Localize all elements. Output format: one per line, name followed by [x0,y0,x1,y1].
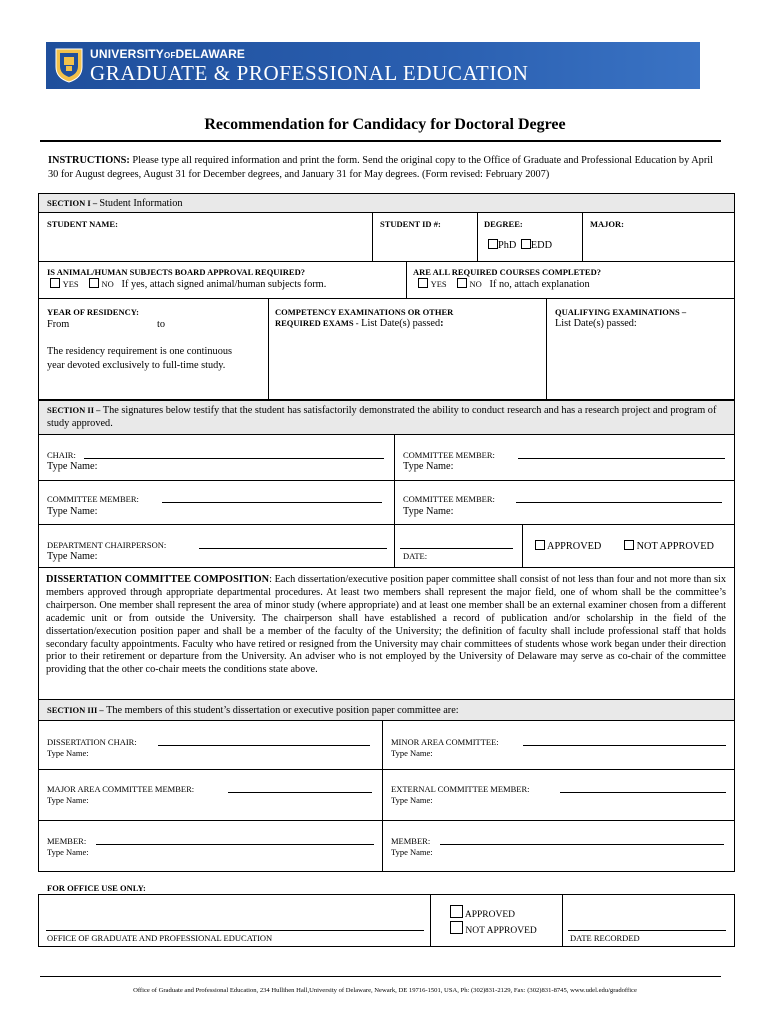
member-label-1: MEMBER: [47,836,87,846]
office-use-label: FOR OFFICE USE ONLY: [47,883,146,893]
member-type-name-2: Type Name: [391,847,433,857]
header-banner [46,42,700,89]
student-id-label: STUDENT ID #: [380,219,441,229]
member-label-2: MEMBER: [391,836,431,846]
phd-checkbox[interactable] [488,239,498,249]
minor-area-label: MINOR AREA COMMITTEE: [391,737,499,747]
office-not-approved-option: NOT APPROVED [450,921,537,936]
major-area-type-name: Type Name: [47,795,89,805]
dept-chair-signature-line[interactable] [199,548,387,549]
office-approved-checkbox[interactable] [450,905,463,918]
courses-completed-options: YES NO If no, attach explanation [418,278,590,290]
title-divider [40,140,721,142]
minor-area-type-name: Type Name: [391,748,433,758]
residency-to: to [157,319,166,330]
qualifying-label: QUALIFYING EXAMINATIONS – [555,307,687,317]
major-area-label: MAJOR AREA COMMITTEE MEMBER: [47,784,195,794]
office-name-label: OFFICE OF GRADUATE AND PROFESSIONAL EDUCATION [47,933,273,943]
date-recorded-line[interactable] [568,930,726,931]
major-label: MAJOR: [590,219,624,229]
office-name: GRADUATE & PROFESSIONAL EDUCATION [90,61,529,85]
chair-signature-line[interactable] [84,458,384,459]
chair-label: CHAIR: [47,450,76,460]
dissertation-composition: DISSERTATION COMMITTEE COMPOSITION: Each dissertation/executive position paper committee shall consist of not less than four and not more than six members approved through appropriate departmental procedures. At least two members shall represent the major field, one of whom shall be the committee’s chairperson. One member shall represent the area of minor study (where appropriate) and at least one member shall be an external examiner chosen from a different academic unit or from outside the University. The chairperson shall have established a record of publication and/or scholarship in the field of the dissertation/execution position paper and shall be a member of the faculty of the University; the definition of faculty shall include professional staff that holds secondary faculty appointments. Faculty who have retired or resigned from the University may chair committees of students whose work began under their direction prior to their retirement or departure from the University. An adviser who is not employed by the University of Delaware may serve as co-chair of the committee providing that the other co-chair meets the conditions state above. [46,574,726,676]
dissertation-chair-type-name: Type Name: [47,748,89,758]
office-not-approved-checkbox[interactable] [450,921,463,934]
university-name: UNIVERSITYOFDELAWARE [90,47,246,61]
chair-type-name: Type Name: [47,461,98,472]
animal-approval-options: YES NO If yes, attach signed animal/human subjects form. [50,278,326,290]
member-line-1[interactable] [96,844,374,845]
date-line[interactable] [400,548,513,549]
committee-member-type-name-3: Type Name: [403,506,454,517]
competency-label: COMPETENCY EXAMINATIONS OR OTHER [275,307,454,317]
competency-list: REQUIRED EXAMS - List Date(s) passed: [275,318,444,329]
footer-divider [40,976,721,977]
member-type-name-1: Type Name: [47,847,89,857]
office-signature-line[interactable] [46,930,424,931]
committee-member-signature-line-2[interactable] [162,502,382,503]
dept-chair-type-name: Type Name: [47,551,98,562]
committee-members-box [38,720,735,872]
courses-completed-question: ARE ALL REQUIRED COURSES COMPLETED? [413,267,601,277]
residency-label: YEAR OF RESIDENCY: [47,307,139,317]
section2-header: SECTION II – The signatures below testify that the student has satisfactorily demonstrated the ability to conduct research and has a research project and program of study approved. [38,400,735,435]
residency-note: The residency requirement is one continuous year devoted exclusively to full-time study. [47,346,233,371]
dissertation-chair-line[interactable] [158,745,370,746]
degree-options: PhD EDD [488,239,552,251]
minor-area-line[interactable] [523,745,726,746]
student-name-label: STUDENT NAME: [47,219,118,229]
major-area-line[interactable] [228,792,372,793]
external-member-type-name: Type Name: [391,795,433,805]
office-approved-option: APPROVED [450,905,515,920]
section1-header: SECTION I – Student Information [38,193,735,213]
committee-member-label-2: COMMITTEE MEMBER: [47,494,139,504]
member-line-2[interactable] [440,844,724,845]
committee-member-signature-line-1[interactable] [518,458,725,459]
footer-address: Office of Graduate and Professional Education, 234 Hullihen Hall,University of Delaware, Newark, DE 19716-1501, USA, Ph: (302)831-2129, Fax: (302)831-8745, www.udel.edu/gradoffice [133,987,637,994]
dept-chair-label: DEPARTMENT CHAIRPERSON: [47,540,167,550]
date-recorded-label: DATE RECORDED [570,933,640,943]
section3-header: SECTION III – The members of this student’s dissertation or executive position paper committee are: [38,699,735,721]
committee-member-label-3: COMMITTEE MEMBER: [403,494,495,504]
edd-checkbox[interactable] [521,239,531,249]
committee-member-signature-line-3[interactable] [516,502,722,503]
not-approval-options: NOT APPROVED [624,540,714,552]
approval-options: APPROVED [535,540,601,552]
courses-yes-checkbox[interactable] [418,278,428,288]
approved-checkbox[interactable] [535,540,545,550]
animal-yes-checkbox[interactable] [50,278,60,288]
external-member-line[interactable] [560,792,726,793]
courses-no-checkbox[interactable] [457,278,467,288]
dissertation-chair-label: DISSERTATION CHAIR: [47,737,137,747]
not-approved-checkbox[interactable] [624,540,634,550]
degree-label: DEGREE: [484,219,523,229]
page-title: Recommendation for Candidacy for Doctoral Degree [204,116,566,133]
university-crest-icon [54,47,84,83]
committee-member-type-name-1: Type Name: [403,461,454,472]
qualifying-list: List Date(s) passed: [555,318,637,329]
animal-approval-question: IS ANIMAL/HUMAN SUBJECTS BOARD APPROVAL REQUIRED? [47,267,305,277]
committee-member-type-name-2: Type Name: [47,506,98,517]
residency-from: From [47,319,70,330]
instructions: INSTRUCTIONS: Please type all required information and print the form. Send the original copy to the Office of Graduate and Professional Education by April 30 for August degrees, August 31 for December degrees, and January 31 for May degrees. (Form revised: February 2007) [48,155,713,180]
external-member-label: EXTERNAL COMMITTEE MEMBER: [391,784,530,794]
date-label: DATE: [403,551,428,561]
animal-no-checkbox[interactable] [89,278,99,288]
committee-member-label-1: COMMITTEE MEMBER: [403,450,495,460]
